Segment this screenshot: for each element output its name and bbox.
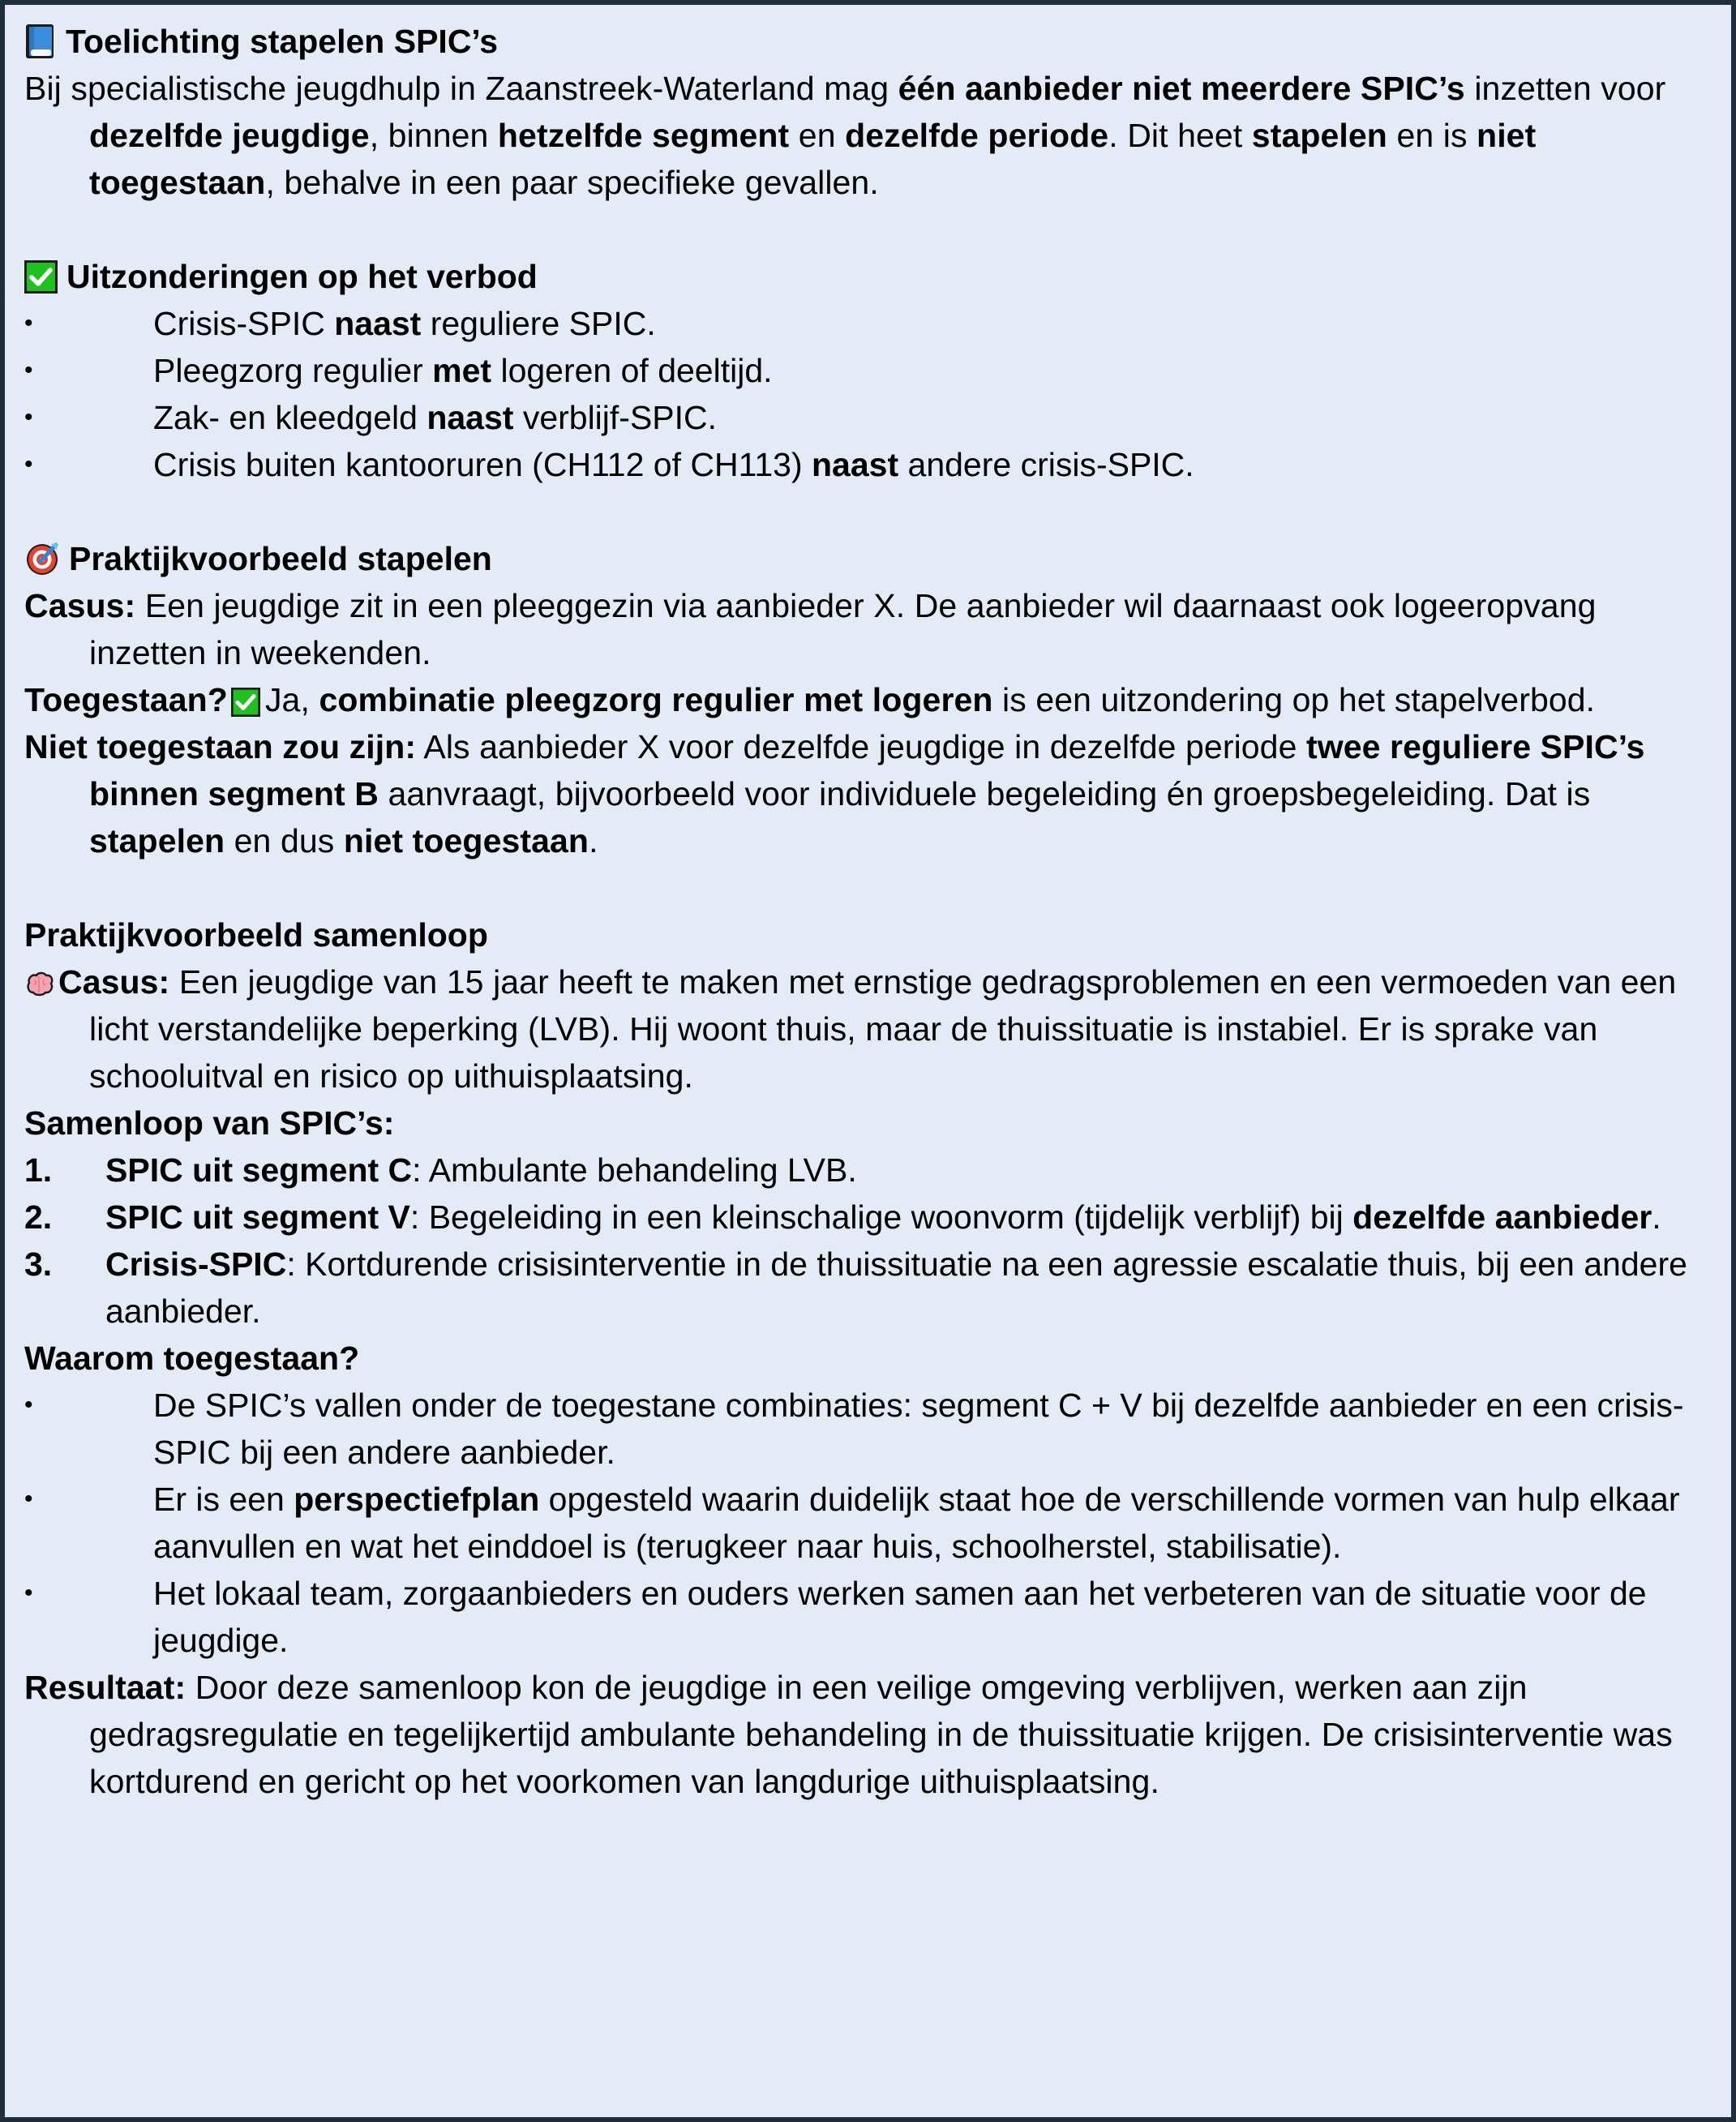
tb2: dezelfde jeugdige (89, 117, 370, 154)
tb5: stapelen (1251, 117, 1387, 154)
bullet-icon: • (24, 404, 33, 431)
list-number: 2. (24, 1198, 53, 1236)
u3bold: naast (812, 446, 899, 483)
samenloop-casus (24, 958, 1702, 1100)
n1tail: . (1652, 1198, 1661, 1236)
list-item (24, 1570, 1702, 1664)
tb1: één aanbieder niet meerdere SPIC’s (898, 70, 1465, 107)
bullet-text (153, 300, 1702, 347)
w1post: opgesteld waarin duidelijk staat hoe de verschillende vormen van hulp elkaar aanvullen en wat het einddoel is (terugkeer naar huis, schoolherstel, stabilisatie). (153, 1481, 1680, 1565)
resultaat-paragraph (24, 1664, 1702, 1805)
bullet-text (153, 1570, 1702, 1664)
blue-book-icon (24, 23, 57, 60)
w1pre: Er is een (153, 1481, 294, 1518)
n0text: : Ambulante behandeling LVB. (412, 1151, 857, 1189)
u3pre: Crisis buiten kantooruren (CH112 of CH113) (153, 446, 812, 483)
bullet-icon: • (24, 357, 33, 384)
w0pre: De SPIC’s vallen onder de toegestane combinaties: segment C + V bij dezelfde aanbieder en een crisis-SPIC bij een andere aanbieder. (153, 1387, 1684, 1471)
document-body (5, 5, 1731, 1805)
bullet-indent (52, 1476, 153, 1570)
bullet-icon: • (24, 310, 33, 337)
heading-praktijkvoorbeeld-stapelen-label: Praktijkvoorbeeld stapelen (69, 540, 492, 577)
toegestaan-bold: combinatie pleegzorg regulier met logeren (319, 681, 993, 718)
u0bold: naast (334, 305, 422, 342)
list-item (24, 1382, 1702, 1476)
nt1: Als aanbieder X voor dezelfde jeugdige in dezelfde periode (416, 728, 1306, 765)
bullet-text (153, 1382, 1702, 1476)
n0bold: SPIC uit segment C (105, 1151, 413, 1189)
n1bold: SPIC uit segment V (105, 1198, 410, 1236)
list-text (105, 1194, 1702, 1241)
ntb3: niet toegestaan (343, 822, 589, 860)
heading-uitzonderingen-label: Uitzonderingen op het verbod (66, 258, 538, 295)
u2post: verblijf-SPIC. (513, 399, 718, 436)
bullet-text (153, 394, 1702, 441)
resultaat-text: Door deze samenloop kon de jeugdige in een veilige omgeving verblijven, werken aan zijn gedragsregulatie en tegelijkertijd ambulante behandeling in de thuissituatie krijgen. De crisisinterventie was kortdurend en gericht op het voorkomen van langdurige uithuisplaatsing. (89, 1669, 1673, 1800)
spacer-2 (24, 488, 1702, 535)
bullet-text (153, 347, 1702, 394)
bullet-indent (52, 394, 153, 441)
heading-toelichting-label: Toelichting stapelen SPIC’s (66, 23, 499, 60)
n2text: : Kortdurende crisisinterventie in de thuissituatie na een agressie escalatie thuis, bij een andere aanbieder. (105, 1245, 1687, 1330)
u0post: reguliere SPIC. (421, 305, 656, 342)
tp6: en is (1387, 117, 1477, 154)
heading-praktijkvoorbeeld-stapelen (24, 535, 1702, 582)
u0pre: Crisis-SPIC (153, 305, 335, 342)
resultaat-label: Resultaat: (24, 1669, 186, 1706)
list-text (105, 1241, 1702, 1335)
green-check-icon (24, 260, 58, 294)
ntb1: twee reguliere SPIC’s binnen segment B (89, 728, 1645, 812)
bullet-indent (52, 1382, 153, 1476)
heading-toelichting (24, 18, 1702, 65)
u3post: andere crisis-SPIC. (898, 446, 1194, 483)
nt3: en dus (225, 822, 344, 860)
tb4: dezelfde periode (845, 117, 1109, 154)
nt4: . (589, 822, 598, 860)
samenloop-casus-text: Een jeugdige van 15 jaar heeft te maken met ernstige gedragsproblemen en een vermoeden van een licht verstandelijke beperking (LVB). Hij woont thuis, maar de thuissituatie is instabiel. Er is sprake van schooluitval en risico op uithuisplaatsing. (89, 963, 1677, 1095)
toegestaan-post: is een uitzondering op het stapelverbod. (992, 681, 1596, 718)
list-item (24, 394, 1702, 441)
tp7: , behalve in een paar specifieke gevallen. (265, 164, 879, 201)
u2pre: Zak- en kleedgeld (153, 399, 427, 436)
w1bold: perspectiefplan (294, 1481, 540, 1518)
stapelen-toegestaan (24, 676, 1702, 723)
bullet-text (153, 441, 1702, 488)
spacer-1 (24, 206, 1702, 253)
n2bold: Crisis-SPIC (105, 1245, 287, 1283)
u1bold: met (432, 352, 492, 389)
tp4: en (789, 117, 846, 154)
n1text: : Begeleiding in een kleinschalige woonvorm (tijdelijk verblijf) bij (409, 1198, 1353, 1236)
bullet-text (153, 1476, 1702, 1570)
samenloop-casus-label: Casus: (58, 963, 170, 1001)
bullet-indent (52, 347, 153, 394)
tp2: inzetten voor (1464, 70, 1666, 107)
tp1: Bij specialistische jeugdhulp in Zaanstreek-Waterland mag (24, 70, 898, 107)
list-number: 3. (24, 1245, 53, 1283)
bullet-indent (52, 300, 153, 347)
green-check-icon (231, 688, 260, 717)
bullet-indent (52, 1570, 153, 1664)
ntb2: stapelen (89, 822, 225, 860)
bullet-icon: • (24, 1485, 33, 1512)
samenloop-subheading: Samenloop van SPIC’s: (24, 1104, 395, 1142)
stapelen-niet-toegestaan (24, 723, 1702, 864)
tb3: hetzelfde segment (497, 117, 790, 154)
heading-praktijkvoorbeeld-samenloop: Praktijkvoorbeeld samenloop (24, 916, 488, 954)
toegestaan-label: Toegestaan? (24, 681, 228, 718)
u1pre: Pleegzorg regulier (153, 352, 433, 389)
bullet-icon: • (24, 1391, 33, 1418)
stapelen-casus (24, 582, 1702, 676)
tp5: . Dit heet (1108, 117, 1252, 154)
casus-label: Casus: (24, 587, 136, 624)
list-item (24, 1194, 1702, 1241)
spacer-3 (24, 864, 1702, 911)
bullet-indent (52, 441, 153, 488)
list-item (24, 441, 1702, 488)
nt2: aanvraagt, bijvoorbeeld voor individuele begeleiding én groepsbegeleiding. Dat is (378, 775, 1591, 812)
tb6: niet toegestaan (89, 117, 1537, 201)
bullet-icon: • (24, 1580, 33, 1606)
bullet-icon: • (24, 451, 33, 478)
list-item (24, 1476, 1702, 1570)
tp3: , binnen (369, 117, 498, 154)
toegestaan-pre: Ja, (264, 681, 319, 718)
u2bold: naast (426, 399, 514, 436)
list-text (105, 1147, 1702, 1194)
w2pre: Het lokaal team, zorgaanbieders en ouders werken samen aan het verbeteren van de situatie voor de jeugdige. (153, 1575, 1647, 1659)
list-item (24, 1147, 1702, 1194)
toelichting-paragraph (24, 65, 1702, 206)
heading-uitzonderingen (24, 253, 1702, 300)
n1boldtail: dezelfde aanbieder (1352, 1198, 1652, 1236)
waarom-toegestaan-heading: Waarom toegestaan? (24, 1340, 360, 1377)
brain-icon (24, 970, 55, 999)
list-item (24, 1241, 1702, 1335)
list-item (24, 300, 1702, 347)
niet-toegestaan-label: Niet toegestaan zou zijn: (24, 728, 417, 765)
list-item (24, 347, 1702, 394)
u1post: logeren of deeltijd. (491, 352, 773, 389)
dartboard-icon (24, 541, 60, 577)
list-number: 1. (24, 1151, 53, 1189)
casus-text: Een jeugdige zit in een pleeggezin via aanbieder X. De aanbieder wil daarnaast ook logeeropvang inzetten in weekenden. (89, 587, 1597, 671)
